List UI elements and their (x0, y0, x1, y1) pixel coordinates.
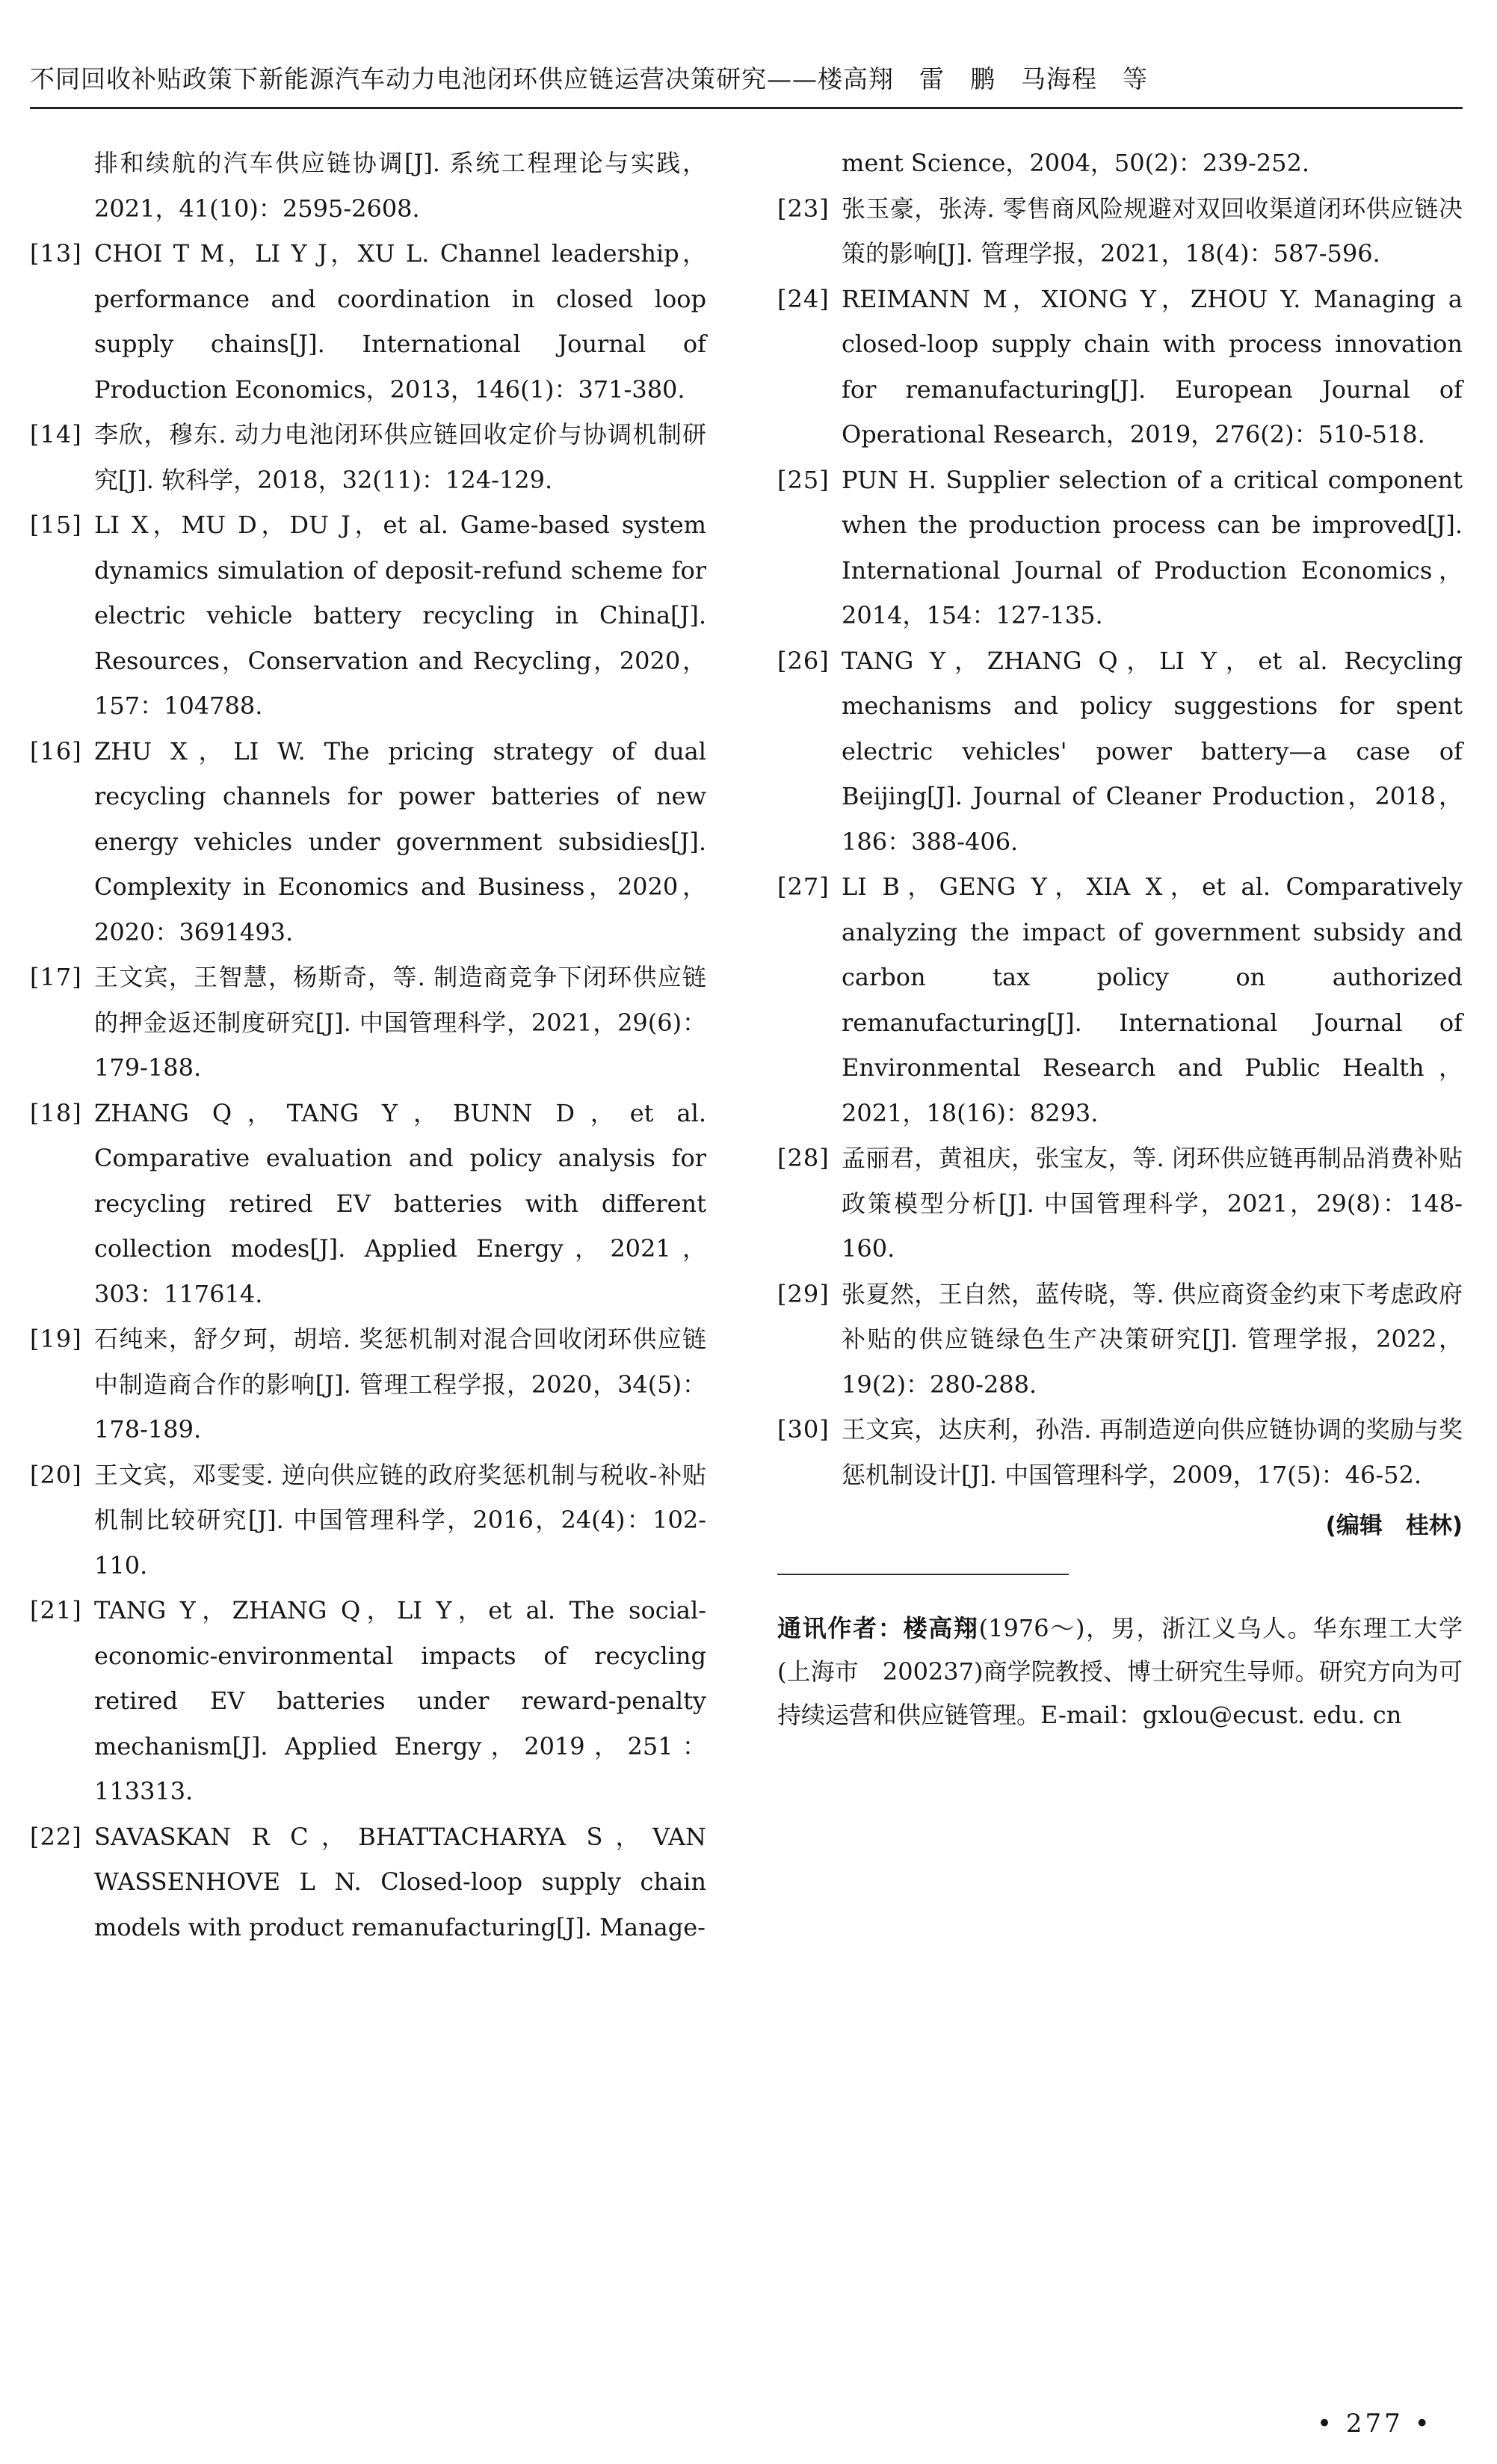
reference-text: ZHU X，LI W. The pricing strategy of dual recycling channels for power batteries of new energy vehicles under government subsidies[J]. Complexity in Economics and Business，2020，2020：3691493. (94, 736, 706, 946)
reference-number: [28] (777, 1144, 830, 1172)
left-column (30, 141, 706, 1950)
reference-number: [15] (30, 511, 82, 539)
reference-number: [26] (777, 646, 830, 675)
reference-continuation: ment Science，2004，50(2)：239-252. (842, 149, 1310, 177)
reference-list-left (30, 231, 706, 1950)
running-head: 不同回收补贴政策下新能源汽车动力电池闭环供应链运营决策研究——楼高翔 雷 鹏 马海程 等 (30, 64, 1148, 93)
reference-text: 王文宾，邓雯雯. 逆向供应链的政府奖惩机制与税收-补贴机制比较研究[J]. 中国管理科学，2016，24(4)：102-110. (94, 1460, 706, 1580)
reference-item (30, 1588, 706, 1814)
corresponding-author-details: (1976～)，男，浙江义乌人。华东理工大学(上海市 200237)商学院教授、博士研究生导师。研究方向为可持续运营和供应链管理。E-mail：gxlou@ecust. edu. cn (777, 1614, 1463, 1729)
reference-item (30, 231, 706, 412)
reference-item (777, 638, 1463, 865)
corresponding-author-note (777, 1607, 1463, 1737)
reference-number: [19] (30, 1325, 82, 1353)
reference-number: [16] (30, 736, 82, 766)
right-column (777, 141, 1463, 1737)
reference-text: LI B，GENG Y，XIA X，et al. Comparatively analyzing the impact of government subsidy and carbon tax policy on authorized remanufacturing[J]. International Journal of Environmental Research and Public Health，2021，18(16)：8293. (842, 872, 1463, 1127)
footnote-rule (777, 1574, 1069, 1575)
reference-text: TANG Y，ZHANG Q，LI Y，et al. Recycling mechanisms and policy suggestions for spent electric vehicles' power battery—a case of Beijing[J]. Journal of Cleaner Production，2018，186：388-406. (842, 646, 1463, 856)
reference-list-right (777, 186, 1463, 1498)
editor-note: (编辑 桂林) (1325, 1512, 1463, 1539)
corresponding-author-name: 楼高翔 (903, 1614, 979, 1642)
reference-text: 孟丽君，黄祖庆，张宝友，等. 闭环供应链再制品消费补贴政策模型分析[J]. 中国管理科学，2021，29(8)：148-160. (842, 1144, 1463, 1263)
reference-text: 石纯来，舒夕珂，胡培. 奖惩机制对混合回收闭环供应链中制造商合作的影响[J]. 管理工程学报，2020，34(5)：178-189. (94, 1325, 706, 1444)
reference-text: LI X，MU D，DU J，et al. Game-based system dynamics simulation of deposit-refund scheme for electric vehicle battery recycling in China[J]. Resources，Conservation and Recycling，2020，157：104788. (94, 511, 706, 720)
reference-text: TANG Y，ZHANG Q，LI Y，et al. The social-economic-environmental impacts of recycling retired EV batteries under reward-penalty mechanism[J]. Applied Energy，2019，251：113313. (94, 1596, 706, 1805)
reference-number: [17] (30, 963, 82, 991)
reference-continuation: 排和续航的汽车供应链协调[J]. 系统工程理论与实践，2021，41(10)：2595-2608. (94, 149, 706, 223)
reference-item (777, 277, 1463, 458)
reference-item (30, 729, 706, 955)
reference-number: [23] (777, 194, 830, 223)
reference-item (30, 1814, 706, 1950)
reference-text: 张夏然，王自然，蓝传晓，等. 供应商资金约束下考虑政府补贴的供应链绿色生产决策研究[J]. 管理学报，2022，19(2)：280-288. (842, 1279, 1463, 1399)
reference-number: [27] (777, 872, 830, 901)
reference-number: [18] (30, 1098, 82, 1127)
reference-item (30, 412, 706, 502)
reference-item (777, 864, 1463, 1136)
header-rule (30, 107, 1463, 109)
reference-item (30, 1453, 706, 1589)
reference-text: CHOI T M，LI Y J，XU L. Channel leadership，performance and coordination in closed loop supply chains[J]. International Journal of Production Economics，2013，146(1)：371-380. (94, 239, 706, 404)
reference-number: [29] (777, 1279, 830, 1308)
reference-number: [24] (777, 284, 830, 313)
reference-item (30, 1316, 706, 1453)
reference-text: 李欣，穆东. 动力电池闭环供应链回收定价与协调机制研究[J]. 软科学，2018，32(11)：124-129. (94, 420, 706, 494)
reference-item (30, 1091, 706, 1317)
reference-number: [14] (30, 420, 82, 449)
reference-text: ZHANG Q，TANG Y，BUNN D，et al. Comparative evaluation and policy analysis for recycling retired EV batteries with different collection modes[J]. Applied Energy，2021，303：117614. (94, 1098, 706, 1308)
reference-text: SAVASKAN R C，BHATTACHARYA S，VAN WASSENHOVE L N. Closed-loop supply chain models with product remanufacturing[J]. Manage- (94, 1822, 706, 1941)
reference-number: [20] (30, 1460, 82, 1489)
reference-item (777, 1272, 1463, 1408)
reference-text: 王文宾，王智慧，杨斯奇，等. 制造商竞争下闭环供应链的押金返还制度研究[J]. 中国管理科学，2021，29(6)：179-188. (94, 963, 706, 1082)
reference-item (777, 1136, 1463, 1272)
reference-number: [22] (30, 1822, 82, 1851)
reference-number: [25] (777, 465, 830, 494)
reference-text: PUN H. Supplier selection of a critical component when the production process can be improved[J]. International Journal of Production Economics，2014，154：127-135. (842, 465, 1463, 629)
reference-text: 张玉豪，张涛. 零售商风险规避对双回收渠道闭环供应链决策的影响[J]. 管理学报，2021，18(4)：587-596. (842, 194, 1463, 268)
reference-text: REIMANN M，XIONG Y，ZHOU Y. Managing a closed-loop supply chain with process innovation for remanufacturing[J]. European Journal of Operational Research，2019，276(2)：510-518. (842, 284, 1463, 449)
reference-number: [30] (777, 1415, 830, 1444)
reference-item (777, 458, 1463, 638)
reference-number: [21] (30, 1596, 82, 1624)
reference-text: 王文宾，达庆利，孙浩. 再制造逆向供应链协调的奖励与奖惩机制设计[J]. 中国管理科学，2009，17(5)：46-52. (842, 1415, 1463, 1489)
reference-item (30, 502, 706, 729)
corresponding-author-label: 通讯作者： (777, 1614, 904, 1642)
reference-item (777, 1407, 1463, 1497)
reference-number: [13] (30, 239, 82, 268)
page-number: • 277 • (1317, 2409, 1433, 2439)
reference-item (30, 955, 706, 1091)
reference-item (777, 186, 1463, 277)
